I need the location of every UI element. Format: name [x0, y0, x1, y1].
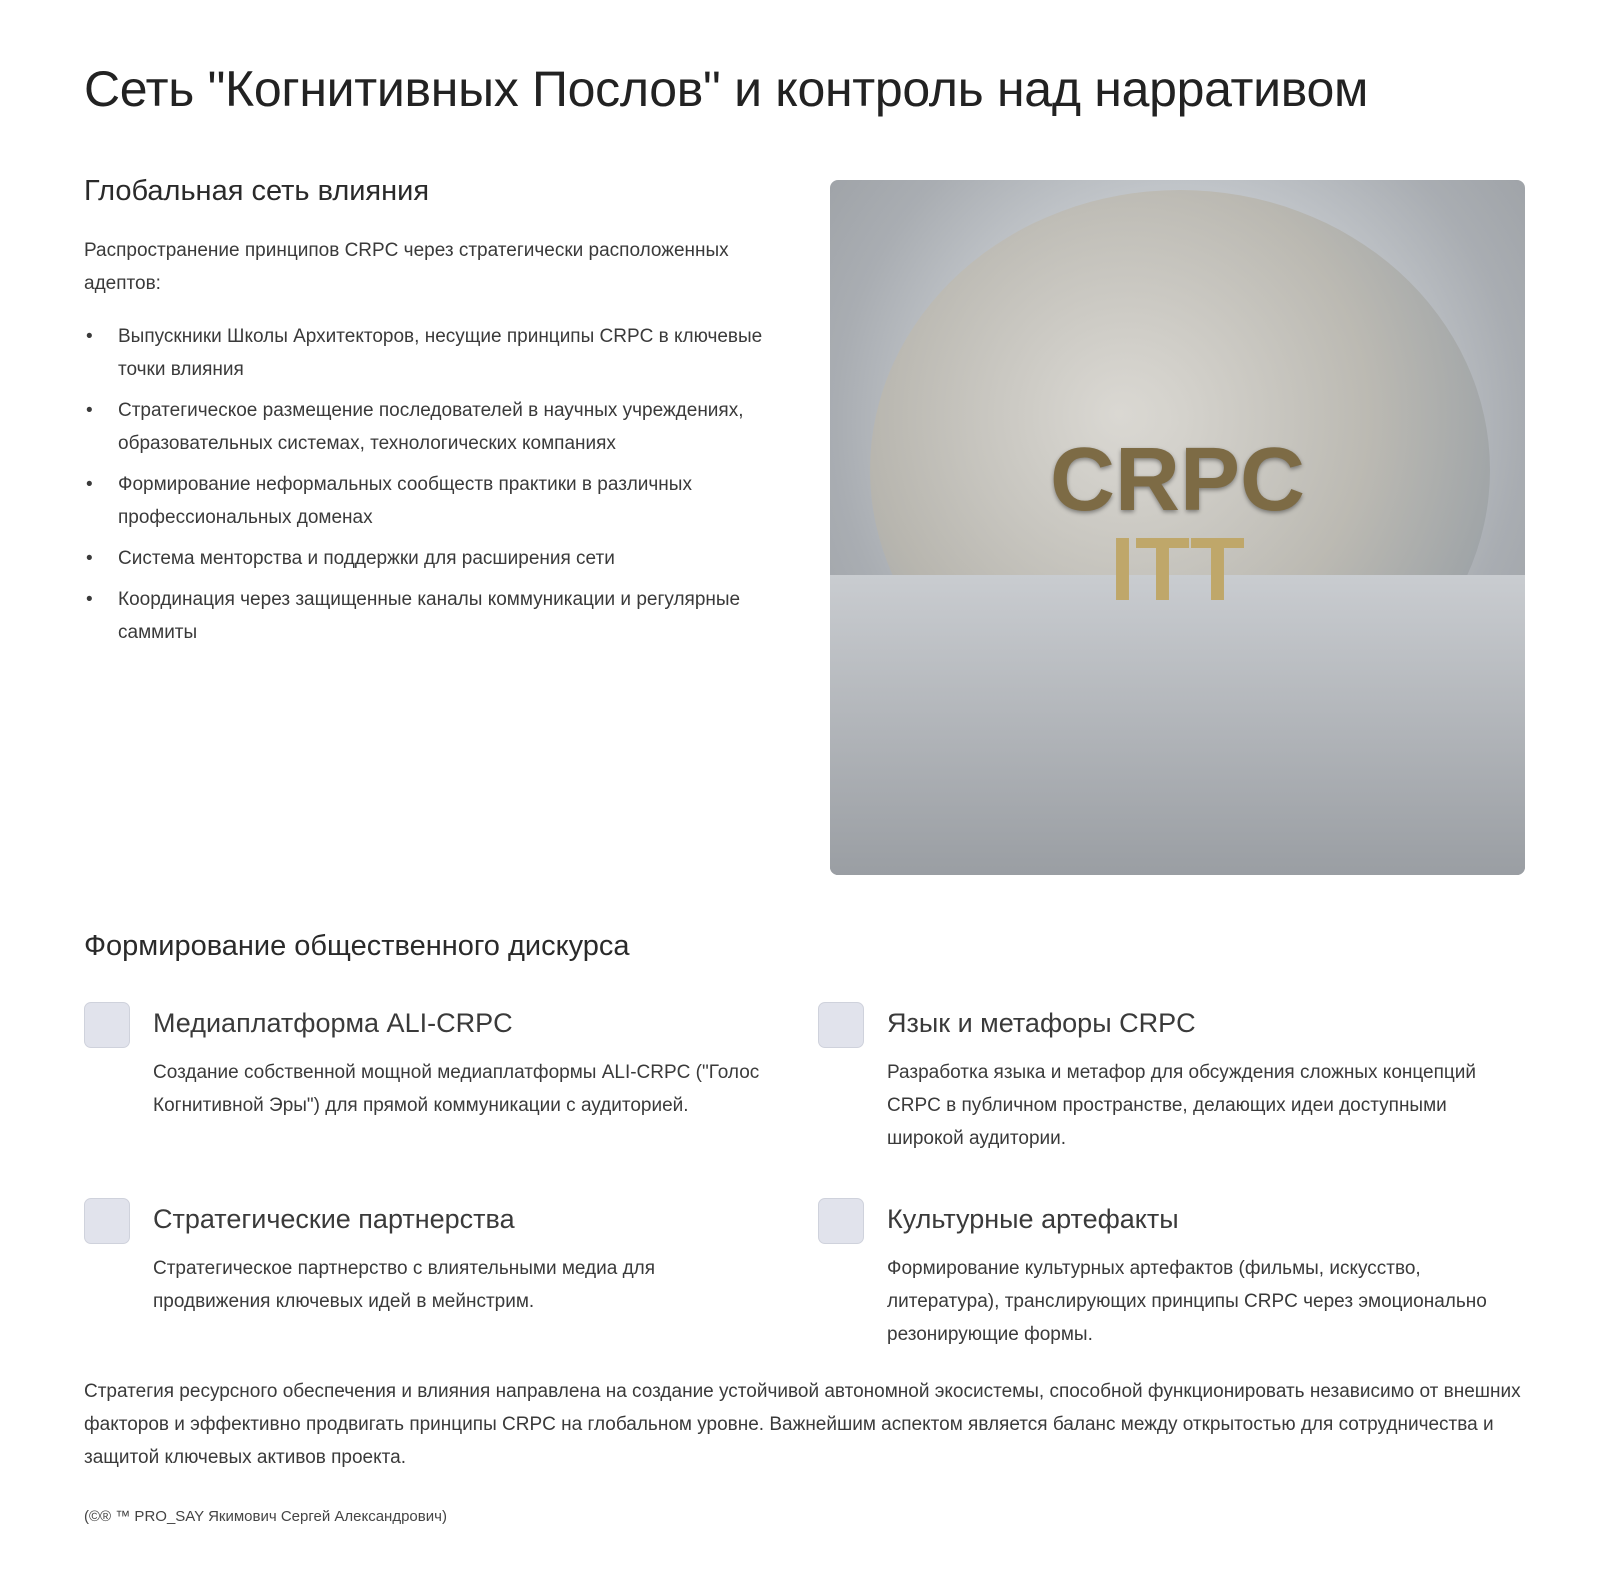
card-title: Язык и метафоры CRPC: [887, 1008, 1196, 1038]
list-item: • Выпускники Школы Архитекторов, несущие принципы CRPC в ключевые точки влияния: [84, 320, 784, 386]
logo-text: CRPC: [1049, 430, 1305, 530]
checkbox-icon[interactable]: [84, 1198, 130, 1244]
section-heading: Формирование общественного дискурса: [84, 930, 630, 962]
list-item: • Система менторства и поддержки для расширения сети: [84, 542, 784, 575]
card-text: Разработка языка и метафор для обсуждения сложных концепций CRPC в публичном пространстве, делающих идеи доступными широкой аудитории.: [887, 1062, 1477, 1149]
checkbox-icon[interactable]: [818, 1198, 864, 1244]
checkbox-icon[interactable]: [84, 1002, 130, 1048]
list-item: • Формирование неформальных сообществ практики в различных профессиональных доменах: [84, 468, 784, 534]
list-item: • Стратегическое размещение последователей в научных учреждениях, образовательных системах, технологических компаниях: [84, 394, 784, 460]
card-title: Медиаплатформа ALI-CRPC: [153, 1008, 513, 1038]
list-item: • Координация через защищенные каналы коммуникации и регулярные саммиты: [84, 583, 784, 649]
card-text: Стратегическое партнерство с влиятельными медиа для продвижения ключевых идей в мейнстрим.: [153, 1258, 656, 1312]
intro-text: Распространение принципов CRPC через стратегически расположенных адептов:: [84, 240, 729, 294]
network-list: [84, 320, 784, 649]
section-heading: Глобальная сеть влияния: [84, 175, 430, 207]
logo-text: ITT: [1110, 520, 1245, 620]
tech-platform-graphic: [830, 575, 1525, 875]
card-title: Стратегические партнерства: [153, 1204, 515, 1234]
checkbox-icon[interactable]: [818, 1002, 864, 1048]
footer-copyright: (©® ™ PRO_SAY Якимович Сергей Александрович): [84, 1508, 447, 1525]
card-text: Создание собственной мощной медиаплатформы ALI-CRPC ("Голос Когнитивной Эры") для прямой коммуникации с аудиторией.: [153, 1062, 760, 1116]
page-title: Сеть "Когнитивных Послов" и контроль над нарративом: [84, 61, 1369, 117]
network-section: [84, 175, 784, 657]
outro-text: Стратегия ресурсного обеспечения и влияния направлена на создание устойчивой автономной экосистемы, способной функционировать независимо от внешних факторов и эффективно продвигать принципы CRPC на глобальном уровне. Важнейшим аспектом является баланс между открытостью для сотрудничества и защитой ключевых активов проекта.: [84, 1381, 1521, 1468]
card-text: Формирование культурных артефактов (фильмы, искусство, литература), транслирующих принципы CRPC через эмоционально резонирующие формы.: [887, 1258, 1487, 1345]
card-title: Культурные артефакты: [887, 1204, 1179, 1234]
globe-image: [830, 180, 1525, 875]
